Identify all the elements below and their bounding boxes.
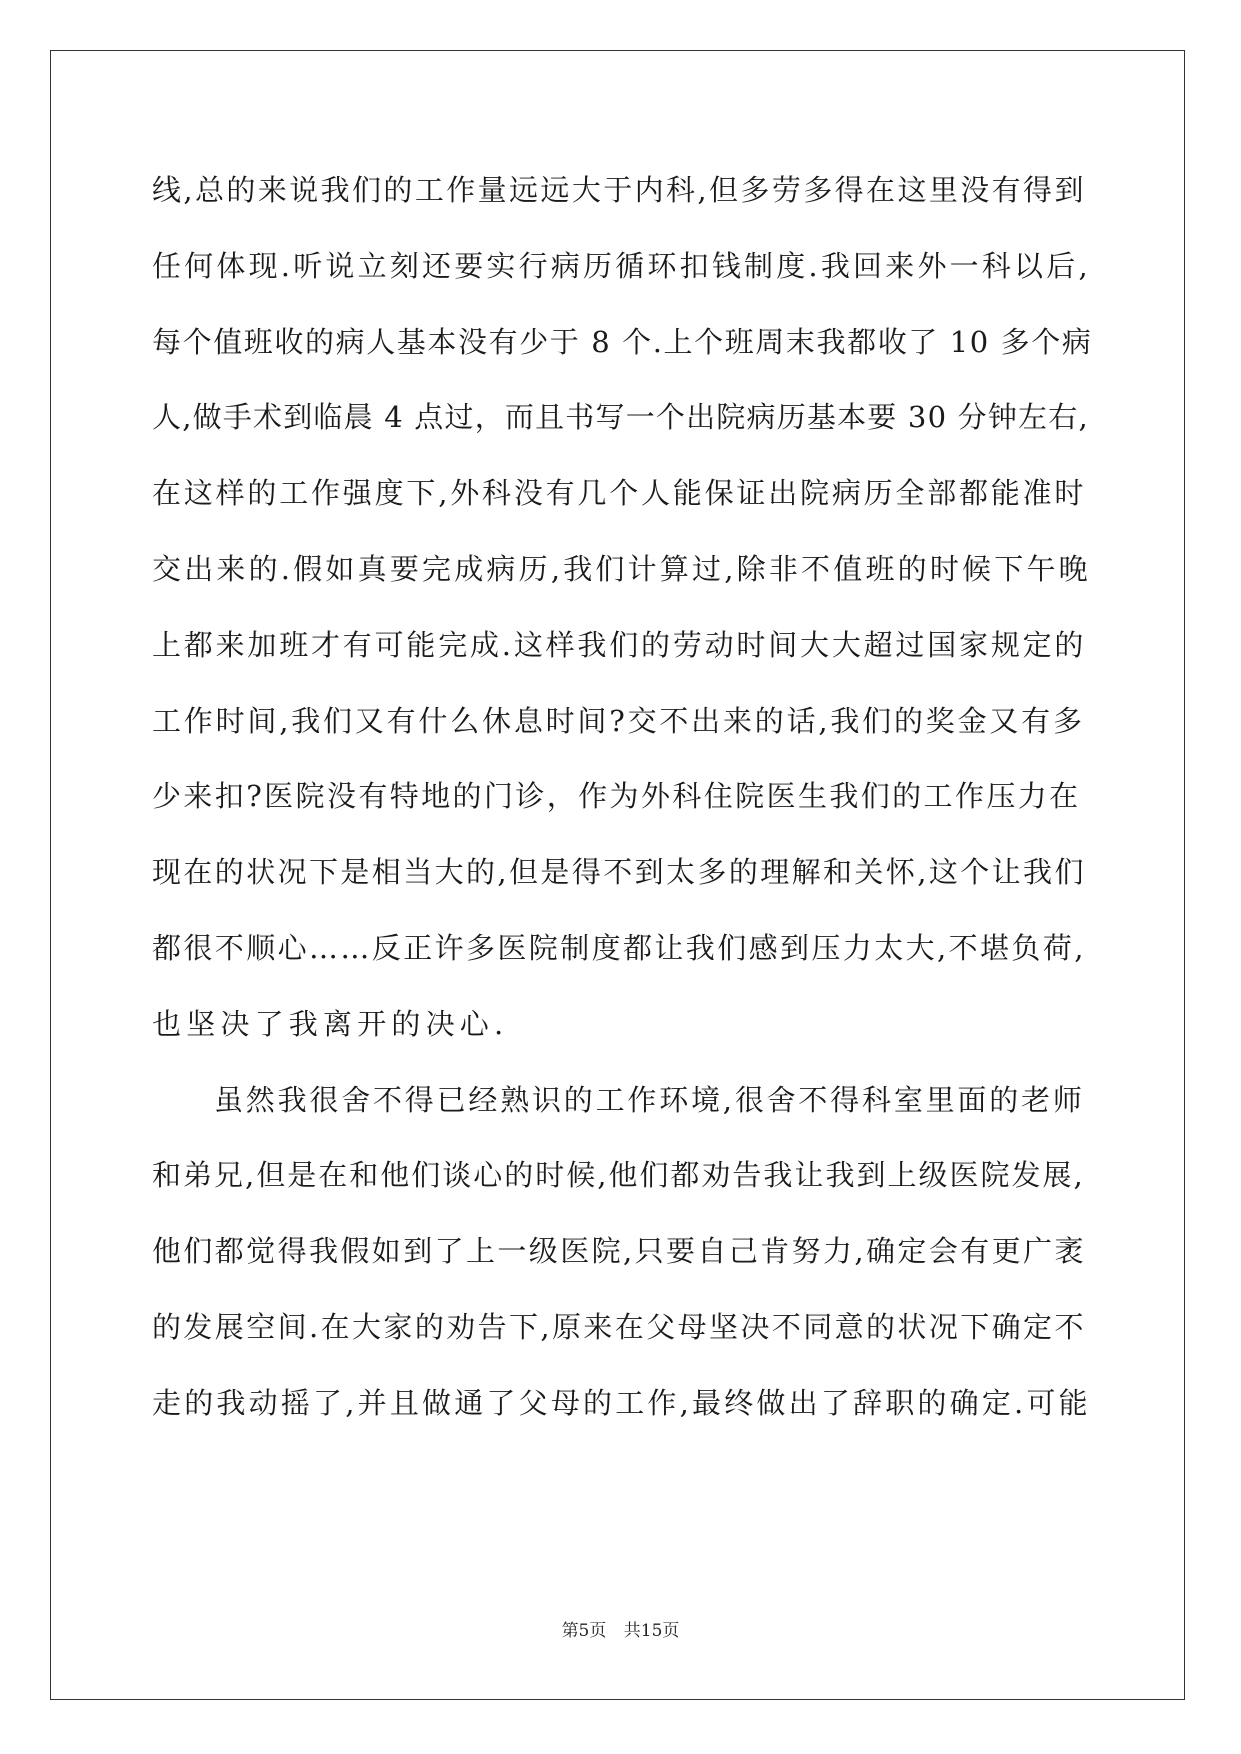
text-line: 上都来加班才有可能完成.这样我们的劳动时间大大超过国家规定的 [152, 627, 1087, 662]
text-line: 线,总的来说我们的工作量远远大于内科,但多劳多得在这里没有得到 [152, 173, 1086, 207]
text-line: 的发展空间.在大家的劝告下,原来在父母坚决不同意的状况下确定不 [152, 1309, 1086, 1344]
text-line: 都很不顺心……反正许多医院制度都让我们感到压力太大,不堪负荷, [152, 930, 1086, 965]
document-body [152, 162, 1092, 1451]
page-number: 第5页 [561, 1621, 607, 1641]
text-line: 工作时间,我们又有什么休息时间?交不出来的话,我们的奖金又有多 [152, 703, 1085, 738]
text-line: 也坚决了我离开的决心. [152, 1006, 509, 1041]
text-line: 任何体现.听说立刻还要实行病历循环扣钱制度.我回来外一科以后, [152, 248, 1091, 283]
page-footer [0, 1616, 1241, 1641]
paragraph-start-line: 虽然我很舍不得已经熟识的工作环境,很舍不得科室里面的老师 [214, 1082, 1085, 1117]
text-line: 他们都觉得我假如到了上一级医院,只要自己肯努力,确定会有更广袤 [152, 1234, 1086, 1269]
text-line: 和弟兄,但是在和他们谈心的时候,他们都劝告我让我到上级医院发展, [152, 1158, 1085, 1193]
text-line: 走的我动摇了,并且做通了父母的工作,最终做出了辞职的确定.可能 [152, 1385, 1091, 1420]
text-line: 少来扣?医院没有特地的门诊，作为外科住院医生我们的工作压力在 [152, 779, 1081, 814]
text-line: 现在的状况下是相当大的,但是得不到太多的理解和关怀,这个让我们 [152, 855, 1086, 890]
text-line: 在这样的工作强度下,外科没有几个人能保证出院病历全部都能准时 [152, 476, 1087, 511]
text-line: 每个值班收的病人基本没有少于 8 个.上个班周末我都收了 10 多个病 [152, 324, 1093, 359]
text-line: 人,做手术到临晨 4 点过，而且书写一个出院病历基本要 30 分钟左右, [152, 400, 1089, 435]
text-line: 交出来的.假如真要完成病历,我们计算过,除非不值班的时候下午晚 [152, 551, 1091, 586]
page-total: 共15页 [623, 1621, 680, 1641]
